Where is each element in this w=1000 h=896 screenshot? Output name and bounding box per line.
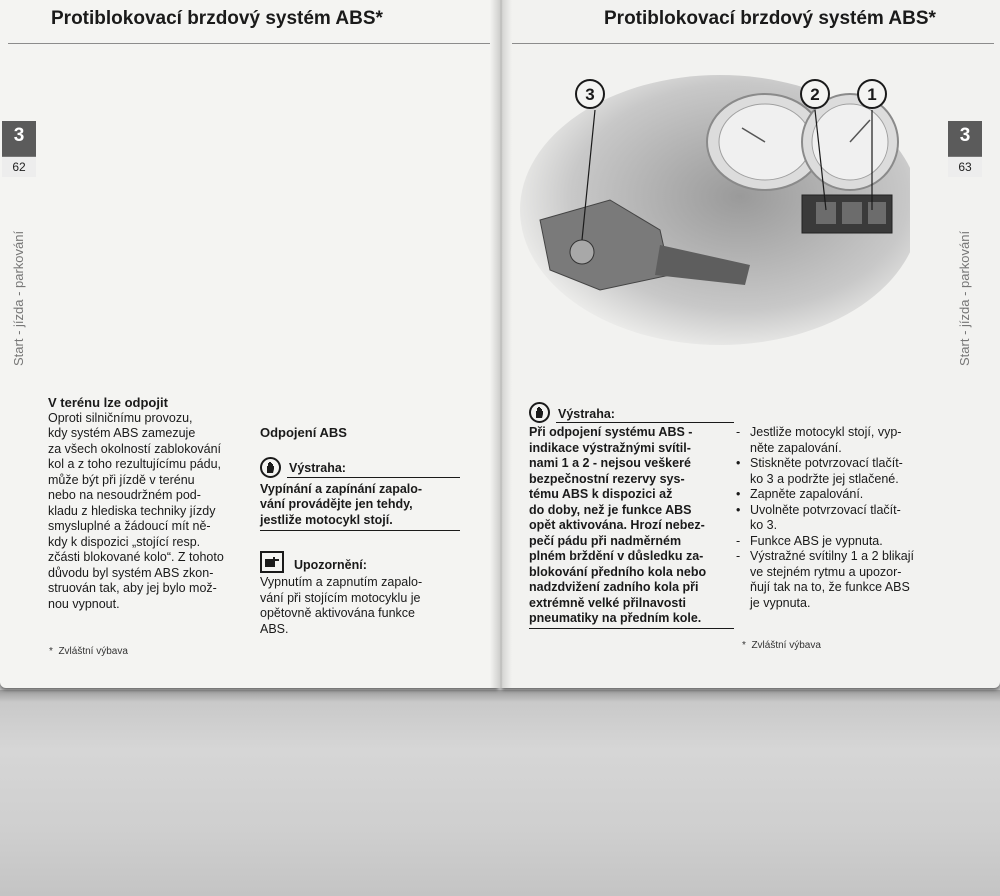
text-line: vání provádějte jen tehdy,	[260, 497, 413, 511]
stop-hand-icon	[260, 457, 281, 478]
step-item	[734, 549, 944, 611]
text-line: Oproti silničnímu provozu,	[48, 410, 193, 425]
callout-label-2: 2	[810, 85, 820, 104]
warning-text	[529, 425, 734, 629]
text-line: za všech okolností zablokování	[48, 441, 222, 456]
warning-header	[260, 457, 460, 478]
text-line: nami 1 a 2 - nejsou veškeré	[529, 456, 691, 470]
text-line: bezpečnostní rezervy sys-	[529, 471, 685, 486]
text-line: zčásti blokované kolo“. Z tohoto	[48, 550, 224, 564]
text-line: Výstražné svítilny 1 a 2 blikají	[750, 549, 914, 563]
text-line: důvodu byl systém ABS zkon-	[48, 565, 214, 580]
warning-label: Výstraha:	[556, 407, 734, 424]
text-line: ňují tak na to, že funkce ABS	[750, 580, 910, 594]
text-line: extrémně velké přilnavosti	[529, 595, 687, 610]
text-line: něte zapalování.	[750, 440, 842, 455]
step-item	[734, 425, 944, 456]
footnote-text: Zvláštní výbava	[58, 646, 128, 657]
text-line: může být při jízdě v terénu	[48, 472, 195, 487]
chapter-tab	[2, 121, 36, 177]
chapter-number: 3	[13, 125, 25, 146]
book-gutter	[490, 0, 512, 688]
left-page	[0, 0, 498, 688]
text-line: smysluplné a žádoucí mít ně-	[48, 519, 211, 533]
callout-label-1: 1	[867, 85, 877, 104]
warning-label: Výstraha:	[287, 461, 460, 478]
text-line: opět aktivována. Hrozí nebez-	[529, 518, 705, 532]
text-line: ko 3 a podržte jej stlačené.	[750, 471, 899, 486]
step-item	[734, 487, 944, 503]
page-number: 62	[2, 156, 36, 177]
section-heading: Odpojení ABS	[260, 425, 347, 440]
warning-block	[529, 402, 734, 629]
text-line: Jestliže motocykl stojí, vyp-	[750, 425, 902, 439]
text-line: tému ABS k dispozici až	[529, 487, 673, 501]
step-marker: •	[736, 487, 741, 501]
text-line: ve stejném rytmu a upozor-	[750, 564, 902, 579]
warning-text	[260, 482, 460, 532]
text-line: pneumatiky na předním kole.	[529, 611, 702, 625]
text-line: Vypnutím a zapnutím zapalo-	[260, 575, 423, 589]
text-line: indikace výstražnými svítil-	[529, 440, 691, 455]
page-header: Protiblokovací brzdový systém ABS*	[604, 8, 936, 29]
pointing-hand-icon	[260, 551, 284, 573]
procedure-steps	[734, 425, 944, 611]
callout-label-3: 3	[585, 85, 595, 104]
text-line: do doby, než je funkce ABS	[529, 502, 692, 517]
text-line: ABS.	[260, 621, 289, 636]
text-line: kladu z hlediska techniky jízdy	[48, 503, 216, 518]
text-line: Při odpojení systému ABS -	[529, 425, 693, 439]
text-line: jestliže motocykl stojí.	[260, 512, 393, 527]
note-label: Upozornění:	[294, 557, 367, 572]
note-header	[260, 551, 460, 573]
text-line: kdy k dispozici „stojící resp.	[48, 534, 201, 549]
step-item	[734, 456, 944, 487]
footnote: * Zvláštní výbava	[49, 646, 128, 657]
step-item	[734, 534, 944, 550]
header-rule	[512, 43, 994, 44]
text-line: Zapněte zapalování.	[750, 487, 864, 501]
text-line: kdy systém ABS zamezuje	[48, 426, 196, 440]
text-line: blokování předního kola nebo	[529, 564, 707, 579]
text-line: struován tak, aby jej bylo mož-	[48, 581, 217, 595]
text-line: plném brždění v důsledku za-	[529, 549, 704, 563]
note-text	[260, 575, 460, 637]
footnote: * Zvláštní výbava	[742, 640, 821, 651]
warning-lights-panel	[802, 195, 892, 233]
text-line: nebo na nesoudržném pod-	[48, 488, 201, 502]
text-line: Uvolněte potvrzovací tlačít-	[750, 502, 901, 517]
text-line: je vypnuta.	[750, 595, 811, 610]
text-line: opětovně aktivována funkce	[260, 606, 415, 620]
offroad-section	[48, 395, 253, 612]
side-title: Start - jízda - parkování	[957, 230, 972, 366]
chapter-tab	[948, 121, 982, 177]
step-marker: -	[736, 549, 741, 563]
step-item	[734, 503, 944, 534]
step-marker: •	[736, 456, 741, 470]
text-line: Vypínání a zapínání zapalo-	[260, 481, 423, 496]
text-line: kol a z toho rezultujícímu pádu,	[48, 457, 222, 471]
text-line: pečí pádu při nadměrném	[529, 533, 682, 548]
step-marker: -	[736, 425, 741, 439]
chapter-number: 3	[959, 125, 971, 146]
text-line: Stiskněte potvrzovací tlačít-	[750, 456, 903, 470]
step-marker: •	[736, 502, 741, 517]
page-header: Protiblokovací brzdový systém ABS*	[51, 8, 383, 29]
text-line: nou vypnout.	[48, 596, 120, 611]
stop-hand-icon	[529, 402, 550, 423]
text-line: nadzdvižení zadního kola při	[529, 580, 699, 594]
header-rule	[8, 43, 490, 44]
text-line: vání při stojícím motocyklu je	[260, 590, 421, 605]
warning-header	[529, 402, 734, 423]
footnote-text: Zvláštní výbava	[751, 640, 821, 651]
step-marker: -	[736, 533, 741, 548]
text-line: ko 3.	[750, 518, 778, 532]
side-title: Start - jízda - parkování	[11, 230, 26, 366]
disable-abs-section	[260, 425, 460, 637]
background-surface	[0, 690, 1000, 896]
abs-controls-photo	[520, 70, 910, 390]
text-line: Funkce ABS je vypnuta.	[750, 533, 883, 548]
section-heading: V terénu lze odpojit	[48, 395, 168, 410]
page-number: 63	[948, 156, 982, 177]
